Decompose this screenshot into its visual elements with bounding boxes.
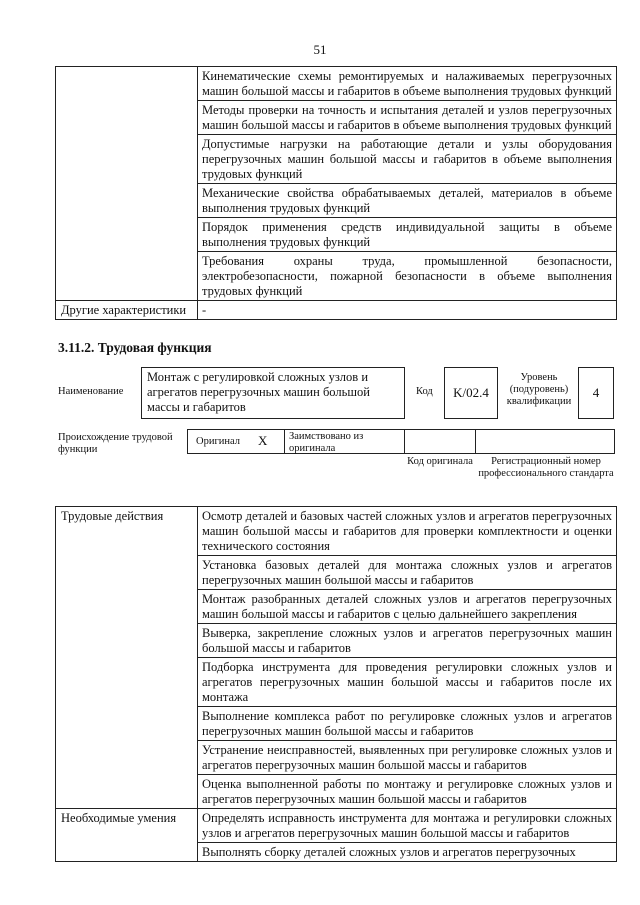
reg-caption: Регистрационный номер профессионального стандарта <box>478 456 614 479</box>
code-value: K/02.4 <box>453 385 489 400</box>
borrowed-label: Заимствовано из оригинала <box>289 431 364 454</box>
origin-label: Происхождение трудовой функции <box>58 432 173 455</box>
action-item: Оценка выполненной работы по монтажу и регулировке сложных узлов и агрегатов перегрузочных машин большой массы и габаритов <box>198 775 617 809</box>
name-label: Наименование <box>58 386 124 397</box>
knowledge-item: Механические свойства обрабатываемых деталей, материалов в объеме выполнения трудовых функций <box>198 184 617 218</box>
origin-borrowed-box <box>284 429 405 454</box>
knowledge-item: Допустимые нагрузки на работающие детали и узлы оборудования перегрузочных машин большой массы и габаритов в объеме выполнения трудовых функций <box>198 135 617 184</box>
action-item: Установка базовых деталей для монтажа сложных узлов и агрегатов перегрузочных машин большой массы и габаритов <box>198 556 617 590</box>
page-number: 51 <box>313 42 327 57</box>
knowledge-item: Порядок применения средств индивидуальной защиты в объеме выполнения трудовых функций <box>198 218 617 252</box>
actions-label: Трудовые действия <box>56 507 198 809</box>
origin-reg-box <box>475 429 615 454</box>
table-row <box>56 507 617 556</box>
other-characteristics-label: Другие характеристики <box>56 301 198 320</box>
skill-item: Выполнять сборку деталей сложных узлов и агрегатов перегрузочных <box>198 843 617 862</box>
original-mark: X <box>258 433 268 448</box>
skills-label: Необходимые умения <box>56 809 198 862</box>
empty-label-cell <box>56 67 198 301</box>
table-row <box>56 67 617 101</box>
knowledge-item: Требования охраны труда, промышленной безопасности, электробезопасности, пожарной безопасности в объеме выполнения трудовых функций <box>198 252 617 301</box>
original-label: Оригинал <box>196 436 240 447</box>
action-item: Монтаж разобранных деталей сложных узлов и агрегатов перегрузочных машин большой массы и габаритов с целью дальнейшего закрепления <box>198 590 617 624</box>
action-item: Устранение неисправностей, выявленных при регулировке сложных узлов и агрегатов перегрузочных машин большой массы и габаритов <box>198 741 617 775</box>
knowledge-item: Кинематические схемы ремонтируемых и налаживаемых перегрузочных машин большой массы и габаритов в объеме выполнения трудовых функций <box>198 67 617 101</box>
code-value-box <box>444 367 498 419</box>
code-caption: Код оригинала <box>407 456 473 467</box>
actions-table <box>55 506 617 862</box>
table-row <box>56 301 617 320</box>
action-item: Выполнение комплекса работ по регулировке сложных узлов и агрегатов перегрузочных машин большой массы и габаритов <box>198 707 617 741</box>
section-title: 3.11.2. Трудовая функция <box>58 340 212 355</box>
action-item: Подборка инструмента для проведения регулировки сложных узлов и агрегатов перегрузочных машин большой массы и габаритов после их монтажа <box>198 658 617 707</box>
knowledge-table <box>55 66 617 320</box>
action-item: Осмотр деталей и базовых частей сложных узлов и агрегатов перегрузочных машин большой массы и габаритов для проверки комплектности и оценки технического состояния <box>198 507 617 556</box>
skill-item: Определять исправность инструмента для монтажа и регулировки сложных узлов и агрегатов перегрузочных машин большой массы и габаритов <box>198 809 617 843</box>
knowledge-item: Методы проверки на точность и испытания деталей и узлов перегрузочных машин большой массы и габаритов в объеме выполнения трудовых функций <box>198 101 617 135</box>
origin-original-box <box>187 429 285 454</box>
code-label: Код <box>416 386 433 397</box>
level-value: 4 <box>592 385 600 400</box>
level-label: Уровень (подуровень) квалификации <box>506 372 572 407</box>
name-value-box <box>141 367 405 419</box>
table-row <box>56 809 617 843</box>
name-value: Монтаж с регулировкой сложных узлов и агрегатов перегрузочных машин большой массы и габаритов <box>147 370 370 414</box>
other-characteristics-value: - <box>198 301 617 320</box>
origin-code-box <box>404 429 476 454</box>
action-item: Выверка, закрепление сложных узлов и агрегатов перегрузочных машин большой массы и габаритов <box>198 624 617 658</box>
level-value-box <box>578 367 614 419</box>
